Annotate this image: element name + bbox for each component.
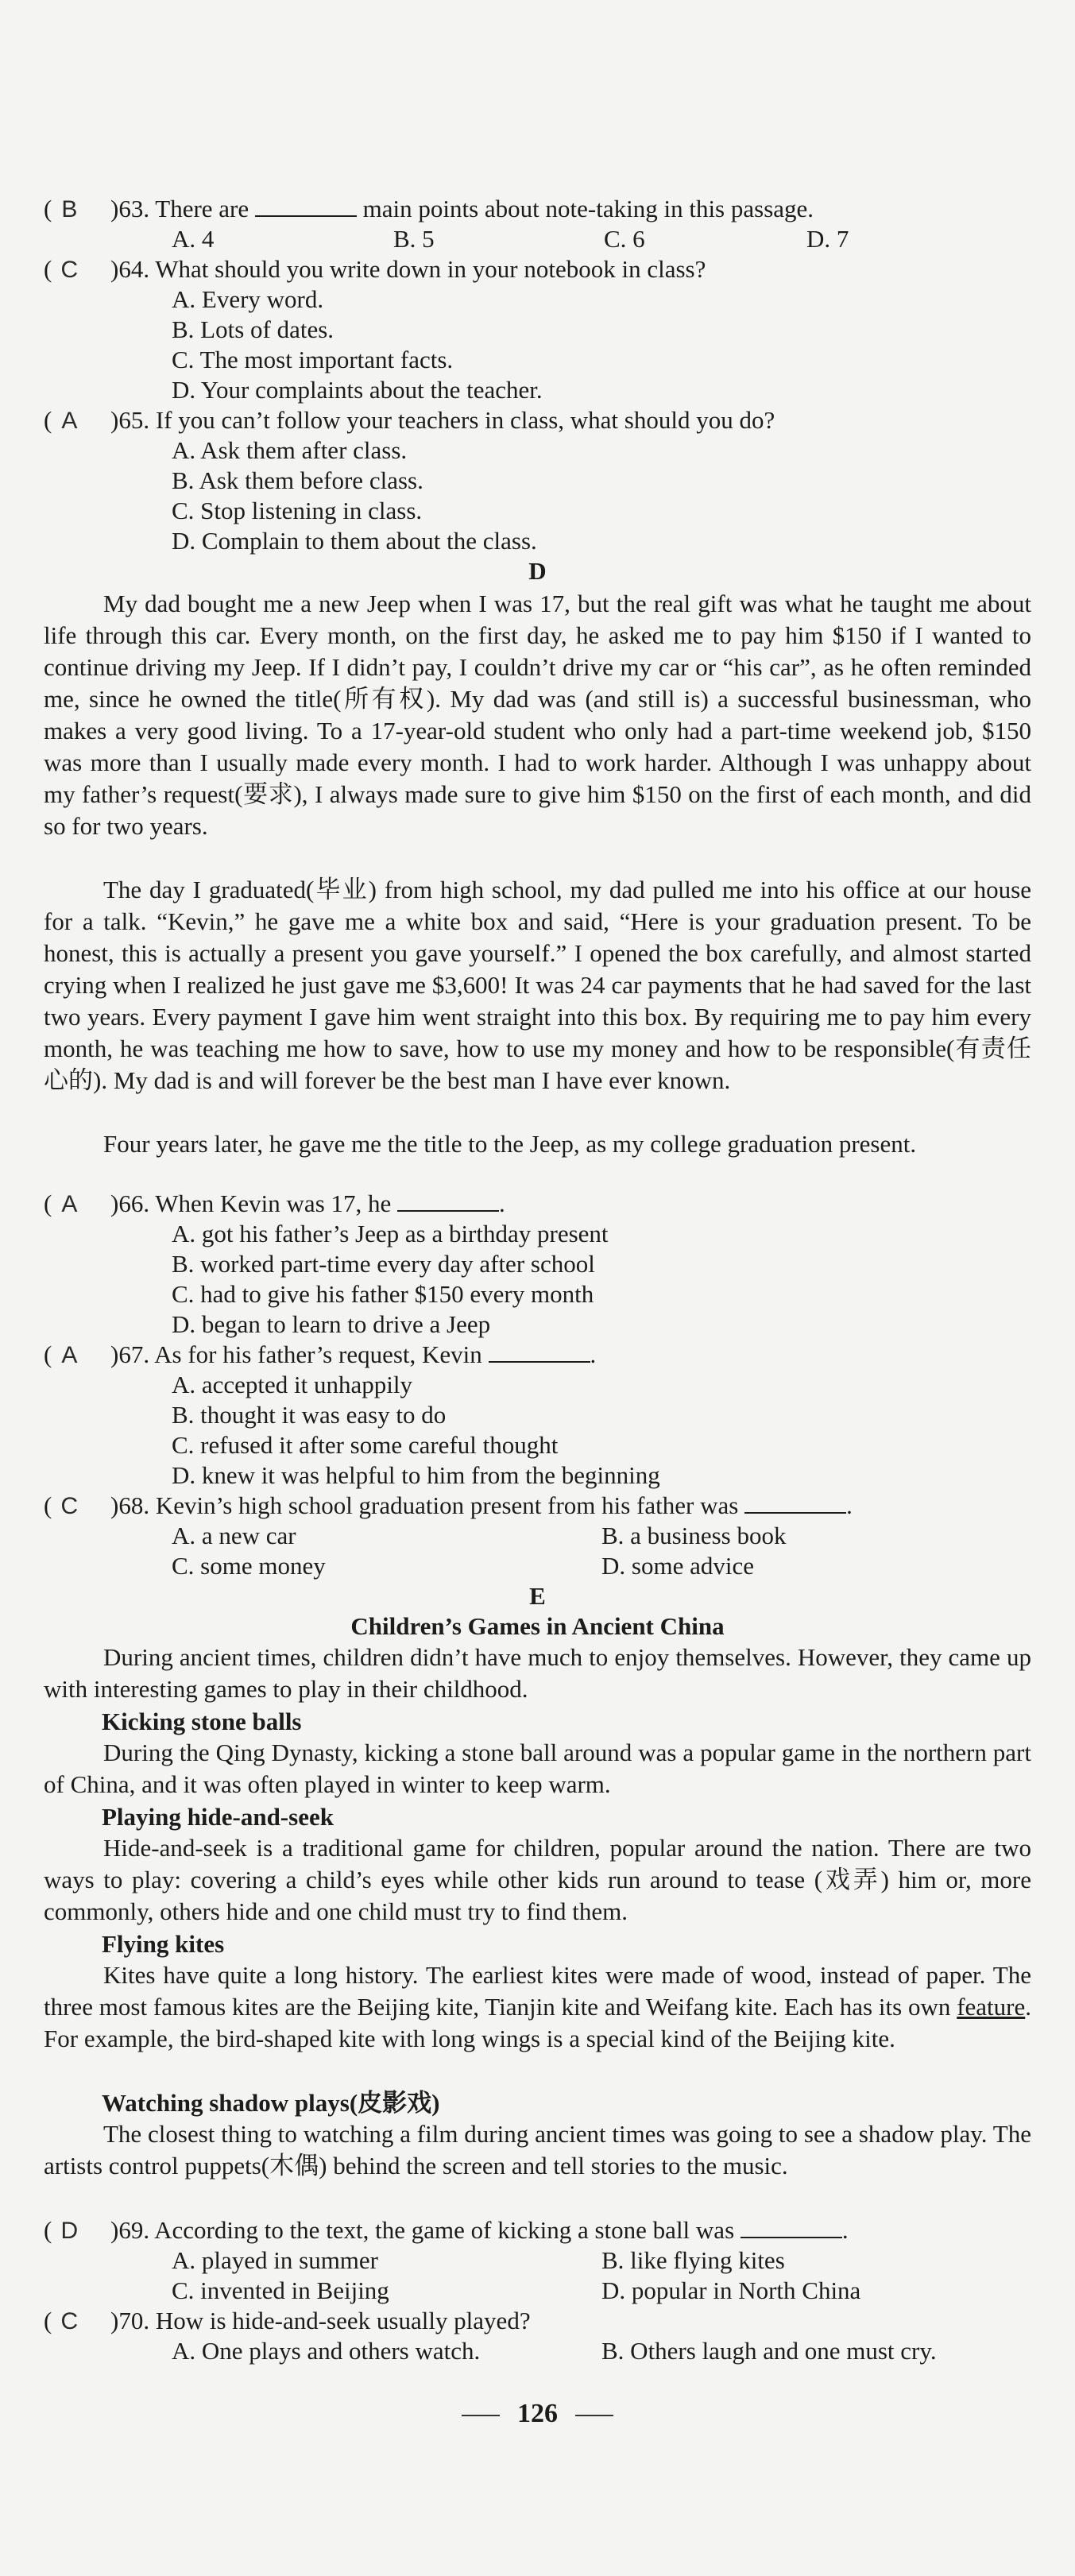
option: A. Ask them after class. bbox=[172, 436, 408, 464]
question-70: ( C )70. How is hide-and-seek usually played? bbox=[44, 2306, 531, 2337]
option: C. had to give his father $150 every month bbox=[172, 1280, 594, 1308]
option: A. Every word. bbox=[172, 285, 324, 313]
option: D. some advice bbox=[601, 1552, 754, 1580]
option: B. a business book bbox=[601, 1522, 787, 1549]
option: B. Lots of dates. bbox=[172, 315, 334, 343]
option: C. refused it after some careful thought bbox=[172, 1431, 559, 1459]
option: D. knew it was helpful to him from the beginning bbox=[172, 1461, 660, 1489]
section-heading-d: D bbox=[528, 557, 547, 585]
passage-paragraph: The closest thing to watching a film during ancient times was going to see a shadow play. The artists control puppets(木偶) behind the screen and tell stories to the music. bbox=[44, 2120, 1031, 2180]
handwritten-answer: A bbox=[61, 1342, 78, 1368]
underlined-word: feature bbox=[957, 1993, 1026, 2021]
handwritten-answer: B bbox=[61, 196, 78, 222]
answer-blank bbox=[489, 1342, 590, 1363]
option: C. Stop listening in class. bbox=[172, 497, 423, 524]
option: A. got his father’s Jeep as a birthday present bbox=[172, 1220, 609, 1247]
handwritten-answer: C bbox=[60, 1493, 79, 1519]
option: B. thought it was easy to do bbox=[172, 1401, 447, 1429]
passage-paragraph: My dad bought me a new Jeep when I was 17, but the real gift was what he taught me about life through this car. Every month, on the first day, he asked me to pay him $150 if I wanted to continue driving my Jeep. If I didn’t pay, I couldn’t drive my car or “his car”, as he often reminded me, since he owned the title(所有权). My dad was (and still is) a successful businessman, who makes a very good living. To a 17-year-old student who only had a part-time weekend job, $150 was more than I usually made every month. I had to work harder. Although I was unhappy about my father’s request(要求), I always made sure to give him $150 on the first of each month, and did so for two years. bbox=[44, 590, 1031, 840]
handwritten-answer: D bbox=[60, 2218, 79, 2244]
page-number: 126 bbox=[0, 2399, 1075, 2429]
passage-paragraph: During ancient times, children didn’t have much to enjoy themselves. However, they came up with interesting games to play in their childhood. bbox=[44, 1643, 1031, 1703]
subheading: Watching shadow plays(皮影戏) bbox=[102, 2089, 440, 2117]
option: B. Ask them before class. bbox=[172, 466, 423, 494]
question-65: ( A )65. If you can’t follow your teachers in class, what should you do? bbox=[44, 405, 775, 436]
passage-paragraph: Hide-and-seek is a traditional game for children, popular around the nation. There are two ways to play: covering a child’s eyes while other kids run around to tease (戏弄) him or, more commonly, others hide and one child must try to find them. bbox=[44, 1834, 1031, 1925]
option: B. Others laugh and one must cry. bbox=[601, 2337, 937, 2365]
option: C. The most important facts. bbox=[172, 346, 454, 373]
handwritten-answer: A bbox=[61, 1191, 78, 1217]
subheading: Flying kites bbox=[102, 1930, 225, 1958]
option: C. 6 bbox=[604, 225, 645, 253]
handwritten-answer: A bbox=[61, 408, 78, 434]
section-heading-e: E bbox=[529, 1582, 546, 1610]
subheading: Kicking stone balls bbox=[102, 1708, 302, 1735]
answer-blank bbox=[744, 1493, 846, 1514]
answer-slot: ( A bbox=[44, 405, 110, 436]
handwritten-answer: C bbox=[60, 257, 79, 283]
answer-slot: ( D bbox=[44, 2215, 110, 2246]
subheading: Playing hide-and-seek bbox=[102, 1803, 334, 1831]
passage-paragraph: The day I graduated(毕业) from high school, my dad pulled me into his office at our house for a talk. “Kevin,” he gave me a white box and said, “Here is your graduation present. To be honest, this is actually a present you gave yourself.” I opened the box carefully, and almost started crying when I realized he just gave me $3,600! It was 24 car payments that he had saved for the last two years. Every payment I gave him went straight into this box. By requiring me to pay him every month, he was teaching me how to save, how to use my money and how to be responsible(有责任心的). My dad is and will forever be the best man I have ever known. bbox=[44, 876, 1031, 1094]
option: C. invented in Beijing bbox=[172, 2276, 389, 2304]
option: D. popular in North China bbox=[601, 2276, 861, 2304]
question-64: ( C )64. What should you write down in your notebook in class? bbox=[44, 254, 706, 285]
option: A. a new car bbox=[172, 1522, 296, 1549]
answer-slot: ( A bbox=[44, 1189, 110, 1220]
question-63: ( B )63. There are main points about note-taking in this passage. bbox=[44, 194, 814, 225]
option: D. Your complaints about the teacher. bbox=[172, 376, 543, 404]
question-69: ( D )69. According to the text, the game of kicking a stone ball was . bbox=[44, 2215, 849, 2246]
answer-slot: ( A bbox=[44, 1340, 110, 1371]
option: D. began to learn to drive a Jeep bbox=[172, 1310, 491, 1338]
answer-blank bbox=[255, 196, 357, 217]
passage-title: Children’s Games in Ancient China bbox=[350, 1612, 725, 1640]
answer-slot: ( C bbox=[44, 254, 110, 285]
option: C. some money bbox=[172, 1552, 326, 1580]
dash-left bbox=[462, 2415, 500, 2416]
option: D. 7 bbox=[806, 225, 849, 253]
option: A. One plays and others watch. bbox=[172, 2337, 481, 2365]
option: B. 5 bbox=[393, 225, 435, 253]
answer-slot: ( C bbox=[44, 1491, 110, 1522]
answer-blank bbox=[741, 2218, 842, 2238]
passage-paragraph: Four years later, he gave me the title to the Jeep, as my college graduation present. bbox=[103, 1130, 917, 1158]
option: A. 4 bbox=[172, 225, 215, 253]
dash-right bbox=[575, 2415, 613, 2416]
answer-blank bbox=[397, 1191, 499, 1212]
passage-paragraph: During the Qing Dynasty, kicking a stone ball around was a popular game in the northern part of China, and it was often played in winter to keep warm. bbox=[44, 1739, 1031, 1798]
option: B. worked part-time every day after school bbox=[172, 1250, 595, 1278]
answer-slot: ( B bbox=[44, 194, 110, 225]
question-67: ( A )67. As for his father’s request, Kevin . bbox=[44, 1340, 596, 1371]
question-66: ( A )66. When Kevin was 17, he . bbox=[44, 1189, 505, 1220]
option: B. like flying kites bbox=[601, 2246, 785, 2274]
question-68: ( C )68. Kevin’s high school graduation present from his father was . bbox=[44, 1491, 853, 1522]
handwritten-answer: C bbox=[60, 2308, 79, 2334]
option: A. accepted it unhappily bbox=[172, 1371, 413, 1398]
answer-slot: ( C bbox=[44, 2306, 110, 2337]
option: A. played in summer bbox=[172, 2246, 379, 2274]
option: D. Complain to them about the class. bbox=[172, 527, 537, 555]
passage-paragraph: Kites have quite a long history. The earliest kites were made of wood, instead of paper. The three most famous kites are the Beijing kite, Tianjin kite and Weifang kite. Each has its own feature. For example, the bird-shaped kite with long wings is a special kind of the Beijing kite. bbox=[44, 1961, 1032, 2052]
